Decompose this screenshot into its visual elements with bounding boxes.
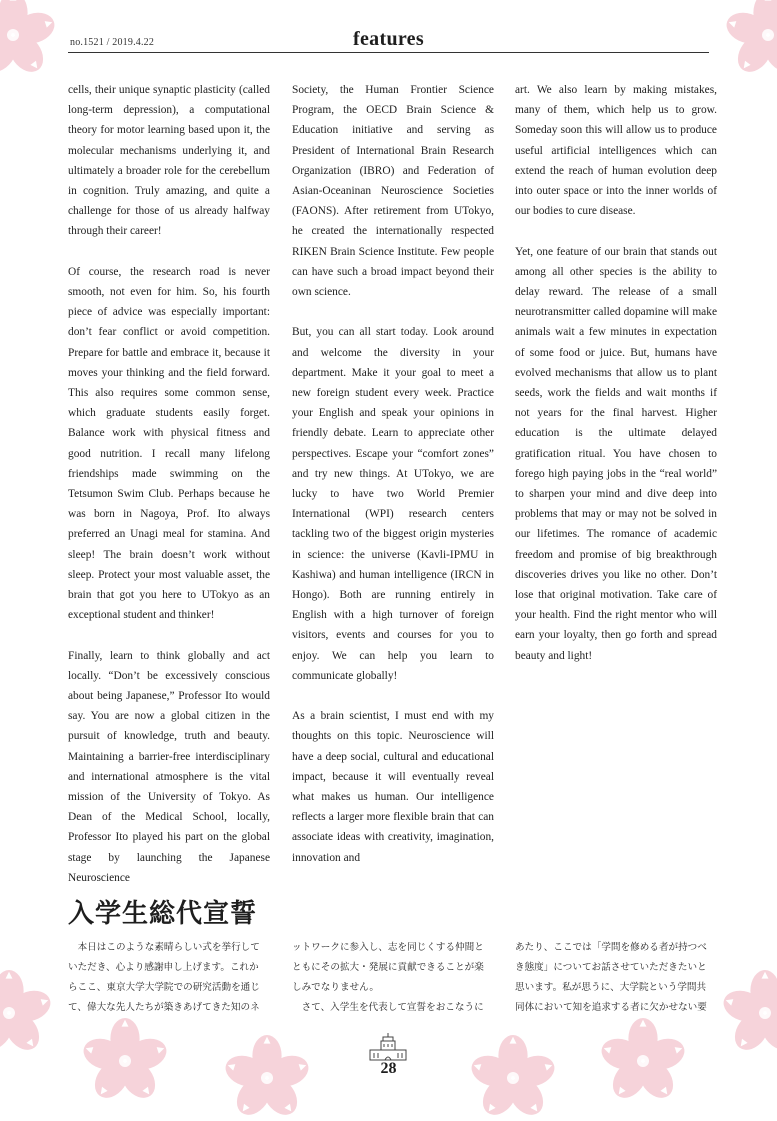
paragraph: Yet, one feature of our brain that stands out among all other species is the ability to delay reward. The release of a small neurotransmitter called dopamine will make animals wait a few minutes in expectation of some food or juice. But, humans have evolved mechanisms that allow us to plant seeds, work the fields and wait months if not years for the final harvest. Higher education is the ultimate delayed gratification ritual. You have chosen to forego high paying jobs in the “real world” to sharpen your mind and dive deep into problems that may or may not be solved in our lifetimes. The romance of academic freedom and promise of big breakthrough discoveries drives you like no other. Don’t lose that original motivation. Take care of your health. Find the right mentor who will earn your loyalty, then go forth and spread beauty and light!	[515, 245, 717, 662]
paragraph: art. We also learn by making mistakes, many of them, which help us to grow. Someday soon this will allow us to produce useful artificial intelligences which can extend the reach of human evolution deep into outer space or into the inner worlds of our bodies to cure disease.	[515, 84, 717, 218]
page-number: 28	[380, 1060, 397, 1077]
yasuda-auditorium-icon	[364, 1032, 412, 1062]
japanese-column-2: ットワークに参入し、志を同じくする仲間とともにその拡大・発展に貢献できることが楽しみでなりません。 さて、入学生を代表して宣誓をおこなうに	[292, 942, 484, 1013]
cherry-blossom-icon	[722, 970, 777, 1056]
cherry-blossom-icon	[0, 970, 52, 1056]
text-column-1	[68, 80, 270, 908]
header-divider	[68, 52, 709, 53]
text-column-3	[515, 80, 717, 686]
japanese-column-1: 本日はこのような素晴らしい式を挙行していただき、心より感謝申し上げます。これからここ、東京大学大学院での研究活動を通じて、偉大な先人たちが築きあげてきた知のネ	[68, 942, 260, 1013]
paragraph: Society, the Human Frontier Science Program, the OECD Brain Science & Education initiative and serving as President of International Brain Research Organization (IBRO) and Federation of Asian-Oceaninan Neuroscience Societies (FAONS). After retirement from UTokyo, he created the internationally respected RIKEN Brain Science Institute. Few people can have such a broad impact beyond their own science.	[292, 84, 494, 299]
japanese-heading: 入学生総代宣誓	[68, 899, 258, 929]
paragraph: Of course, the research road is never smooth, not even for him. So, his fourth piece of advice was especially important: don’t fear conflict or avoid competition. Prepare for battle and embrace it, because it moves your thinking and the field forward. This also requires some common sense, which graduate students easily forget. Balance work with physical fitness and good nutrition. I recall many lifelong friendships made swimming on the Tetsumon Swim Club. Perhaps because he was born in Nagoya, Prof. Ito always preferred an Unagi meal for stamina. And sleep! The brain doesn’t work without sleep. Protect your most valuable asset, the brain that got you here to UTokyo as an exceptional student and thinker!	[68, 265, 270, 622]
japanese-column-3: あたり、ここでは「学問を修める者が持つべき態度」についてお話させていただきたいと思います。私が思うに、大学院という学問共同体において知を追求する者に欠かせない要	[515, 942, 707, 1013]
cherry-blossom-icon	[224, 1035, 310, 1121]
text-column-2	[292, 80, 494, 888]
paragraph: cells, their unique synaptic plasticity (called long-term depression), a computational theory for motor learning based upon it, the molecular mechanisms underlying it, and ultimately a broader role for the cerebellum in cognition. Truly amazing, and quite a challenge for those of us already halfway through their career!	[68, 84, 270, 238]
paragraph: Finally, learn to think globally and act locally. “Don’t be excessively conscious about being Japanese,” Professor Ito would say. You are now a global citizen in the pursuit of knowledge, truth and beauty. Maintaining a barrier-free interdisciplinary and international atmosphere is the vital mission of the University of Tokyo. As Dean of the Medical School, locally, Professor Ito played his part on the global stage by launching the Japanese Neuroscience	[68, 649, 270, 884]
cherry-blossom-icon	[470, 1035, 556, 1121]
section-title: features	[353, 28, 424, 50]
issue-info: no.1521 / 2019.4.22	[70, 37, 155, 48]
paragraph: But, you can all start today. Look around and welcome the diversity in your department. Make it your goal to meet a new foreign student every week. Practice your English and speak your opinions in friendly debate. Learn to appreciate other perspectives. Escape your “comfort zones” and try new things. At UTokyo, we are lucky to have two World Premier International (WPI) research centers tackling two of the biggest origin mysteries in science: the universe (Kavli-IPMU in Kashiwa) and human intelligence (IRCN in Hongo). Both are running entirely in English with a high turnover of foreign visitors, events and courses for you to enjoy. We can help you learn to communicate globally!	[292, 326, 494, 682]
paragraph: As a brain scientist, I must end with my thoughts on this topic. Neuroscience will have a deep social, cultural and educational impact, because it will eventually reveal what makes us human. Our intelligence reflects a larger more flexible brain that can associate ideas with creativity, imagination, innovation and	[292, 710, 494, 864]
